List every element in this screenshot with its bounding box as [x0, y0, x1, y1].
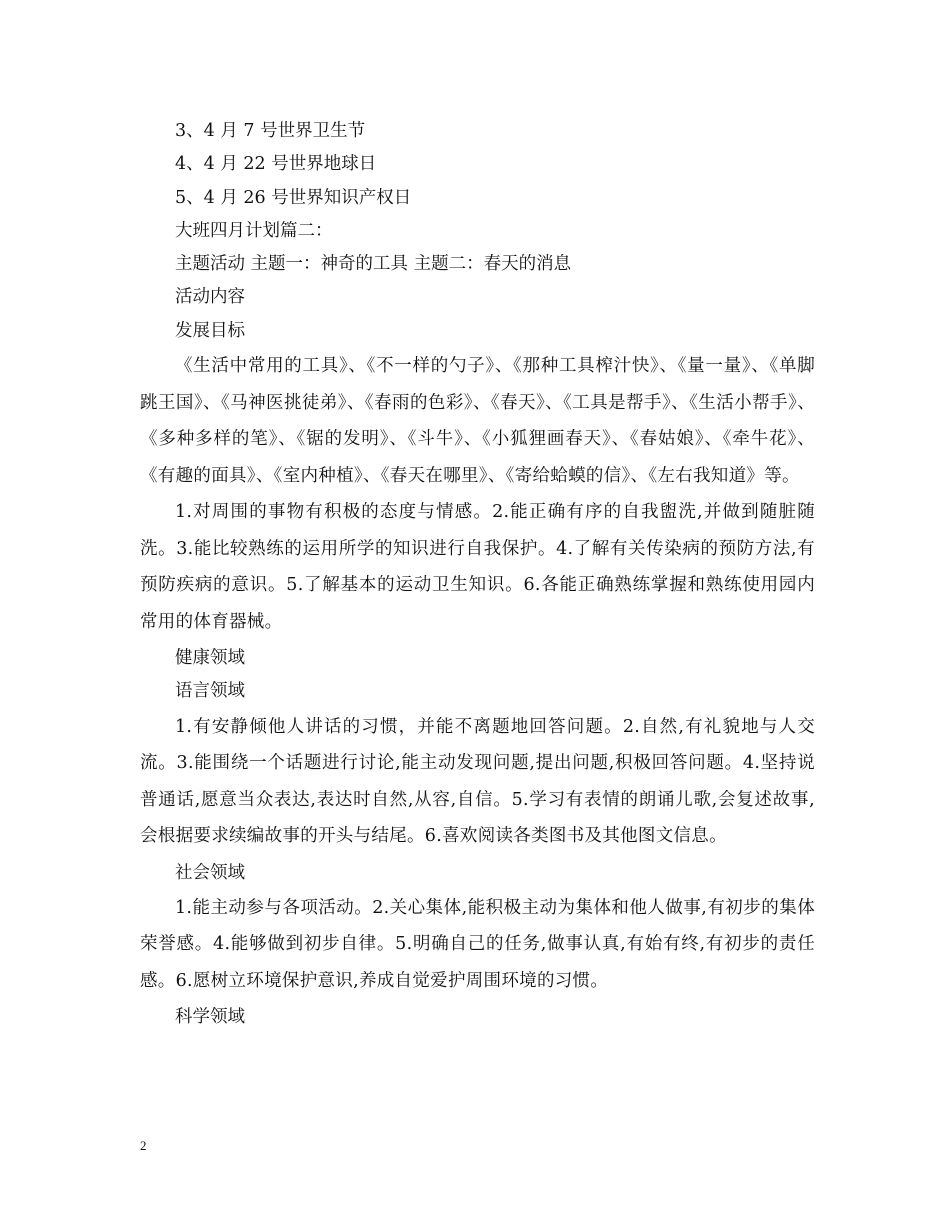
- list-item-earth-day: 4、4 月 22 号世界地球日: [175, 154, 377, 175]
- document-body: [140, 115, 815, 1035]
- paragraph-language-goals: 1.有安静倾他人讲话的习惯，并能不离题地回答问题。2.自然,有礼貌地与人交流。3.能围绕一个话题进行讨论,能主动发现问题,提出问题,积极回答问题。4.坚持说普通话,愿意当众表达,表达时自然,从容,自信。5.学习有表情的朗诵儿歌,会复述故事,会根据要求续编故事的开头与结尾。6.喜欢阅读各类图书及其他图文信息。: [140, 716, 815, 847]
- heading-science-domain: 科学领域: [175, 1007, 245, 1028]
- heading-activity-content: 活动内容: [175, 287, 245, 308]
- heading-development-goals: 发展目标: [175, 320, 245, 341]
- list-item-world-health-day: 3、4 月 7 号世界卫生节: [175, 121, 366, 141]
- heading-language-domain: 语言领域: [175, 681, 245, 702]
- heading-health-domain: 健康领域: [175, 648, 245, 669]
- paragraph-social-goals: 1.能主动参与各项活动。2.关心集体,能积极主动为集体和他人做事,有初步的集体荣誉感。4.能够做到初步自律。5.明确自己的任务,做事认真,有始有终,有初步的责任感。6.愿树立环境保护意识,养成自觉爱护周围环境的习惯。: [140, 897, 815, 991]
- theme-activities-line: 主题活动 主题一：神奇的工具 主题二：春天的消息: [175, 254, 572, 275]
- page-number: 2: [140, 1138, 147, 1153]
- paragraph-activities-list: 《生活中常用的工具》、《不一样的勺子》、《那种工具榨汁快》、《量一量》、《单脚跳王国》、《马神医挑徒弟》、《春雨的色彩》、《春天》、《工具是帮手》、《生活小帮手》、《多种多样的笔》、《锯的发明》、《斗牛》、《小狐狸画春天》、《春姑娘》、《牵牛花》、《有趣的面具》、《室内种植》、《春天在哪里》、《寄给蛤蟆的信》、《左右我知道》等。: [140, 356, 815, 486]
- heading-social-domain: 社会领域: [175, 862, 245, 883]
- paragraph-health-goals: 1.对周围的事物有积极的态度与情感。2.能正确有序的自我盥洗,并做到随脏随洗。3.能比较熟练的运用所学的知识进行自我保护。4.了解有关传染病的预防方法,有预防疾病的意识。5.了解基本的运动卫生知识。6.各能正确熟练掌握和熟练使用园内常用的体育器械。: [140, 502, 815, 632]
- list-item-ip-day: 5、4 月 26 号世界知识产权日: [175, 187, 412, 208]
- section-title-plan-two: 大班四月计划篇二：: [175, 220, 333, 241]
